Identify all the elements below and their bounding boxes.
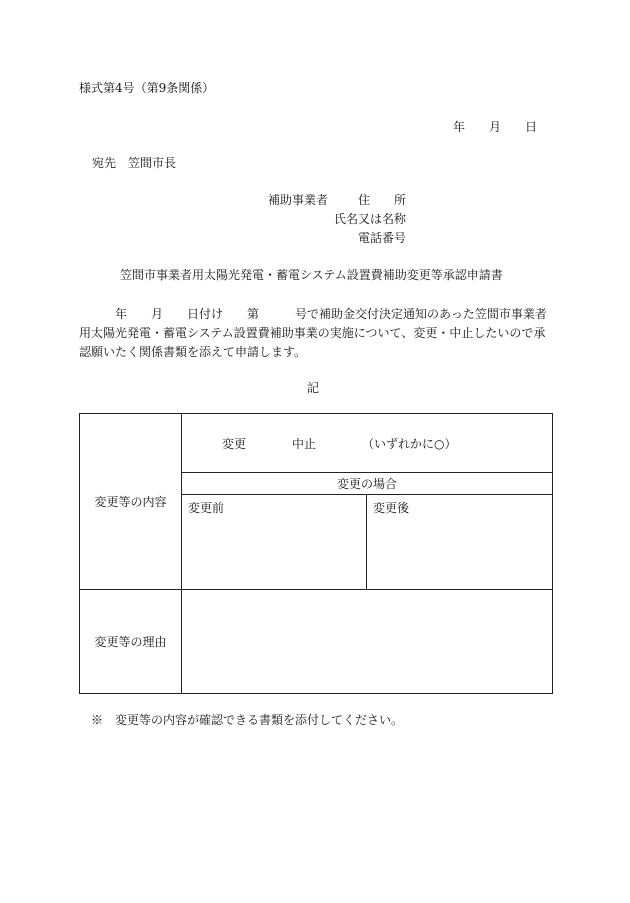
applicant-address-label: 住 所 xyxy=(358,193,407,207)
date-line xyxy=(453,119,537,135)
reason-content[interactable] xyxy=(182,590,553,694)
applicant-label: 補助事業者 xyxy=(268,193,329,207)
before-cell[interactable] xyxy=(182,495,367,590)
choice-cancel[interactable]: 中止 xyxy=(292,436,317,451)
after-cell[interactable] xyxy=(367,495,553,590)
change-form-table xyxy=(79,413,553,694)
ki-heading: 記 xyxy=(307,381,320,395)
date-day: 日 xyxy=(525,120,538,134)
form-number: 様式第4号（第9条関係） xyxy=(79,81,215,95)
choice-change[interactable]: 変更 xyxy=(222,436,247,451)
reason-label: 変更等の理由 xyxy=(80,590,182,694)
before-label: 変更前 xyxy=(188,501,225,515)
choice-note: （いずれかに○） xyxy=(362,436,457,451)
body-paragraph: 年 月 日付け 第 号で補助金交付決定通知のあった笠間市事業者用太陽光発電・蓄電システム設置費補助事業の実施について、変更・中止したいので承認願いたく関係書類を添えて申請します。 xyxy=(79,307,547,359)
document-title: 笠間市事業者用太陽光発電・蓄電システム設置費補助変更等承認申請書 xyxy=(120,268,503,282)
date-month: 月 xyxy=(489,120,502,134)
applicant-phone-label: 電話番号 xyxy=(358,231,407,245)
attachment-note: ※ 変更等の内容が確認できる書類を添付してください。 xyxy=(91,713,404,727)
case-header: 変更の場合 xyxy=(182,473,553,495)
after-label: 変更後 xyxy=(373,501,410,515)
applicant-name-label: 氏名又は名称 xyxy=(334,212,407,226)
addressee: 宛先 笠間市長 xyxy=(92,156,177,170)
content-label: 変更等の内容 xyxy=(80,414,182,590)
choice-row[interactable] xyxy=(182,414,553,473)
date-year: 年 xyxy=(453,120,466,134)
